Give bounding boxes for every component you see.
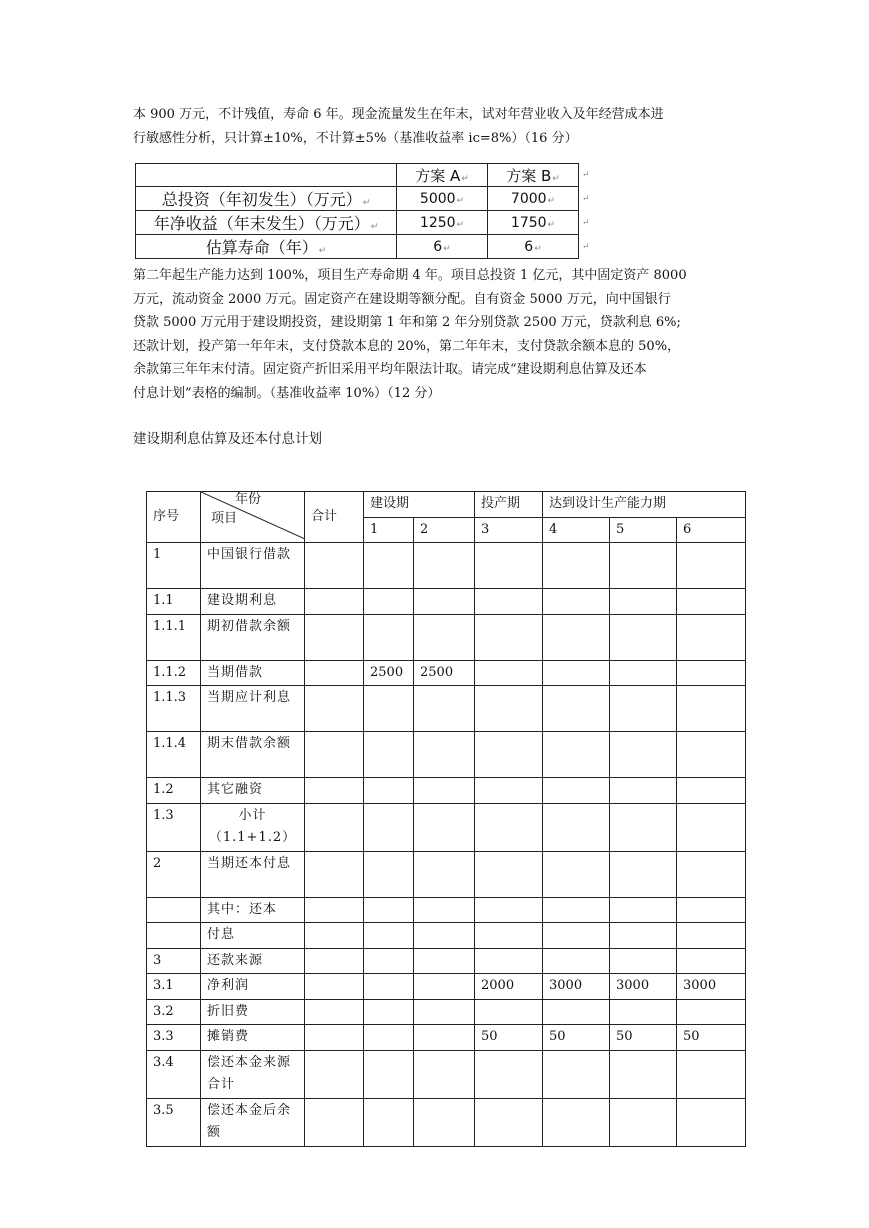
row-total — [305, 1025, 364, 1051]
row-year-3 — [475, 923, 543, 949]
table-row — [147, 1025, 746, 1051]
row-item: 当期借款 — [201, 660, 305, 686]
row-year-6 — [677, 851, 746, 897]
row-item: 付息 — [201, 923, 305, 949]
plan-a-value: 5000↵ — [397, 187, 488, 211]
row-year-6 — [677, 999, 746, 1025]
row-year-2 — [414, 732, 475, 778]
row-year-4 — [543, 660, 610, 686]
table-row — [147, 851, 746, 897]
comparison-row — [136, 211, 579, 235]
table-row — [147, 589, 746, 615]
row-year-6 — [677, 1098, 746, 1146]
comparison-header-blank — [136, 164, 397, 187]
table-row — [147, 974, 746, 1000]
row-item: 净利润 — [201, 974, 305, 1000]
row-year-3: 2000 — [475, 974, 543, 1000]
row-year-1 — [364, 1098, 414, 1146]
row-year-3 — [475, 614, 543, 660]
row-year-4 — [543, 923, 610, 949]
table-row — [147, 660, 746, 686]
table-row — [147, 803, 746, 851]
table-row — [147, 732, 746, 778]
header-year-5: 5 — [610, 517, 677, 543]
row-seq: 1.1 — [147, 589, 201, 615]
row-total — [305, 851, 364, 897]
header-commissioning: 投产期 — [475, 492, 543, 518]
comparison-header-row — [136, 164, 579, 187]
row-seq: 1.2 — [147, 778, 201, 804]
row-total — [305, 1050, 364, 1098]
comparison-row — [136, 235, 579, 259]
header-year: 年份 — [235, 492, 262, 507]
row-year-4 — [543, 803, 610, 851]
row-year-3 — [475, 778, 543, 804]
repayment-plan-table — [146, 491, 746, 1147]
paragraph-line: 付息计划”表格的编制。（基准收益率 10%）（12 分） — [133, 385, 441, 401]
row-year-1 — [364, 948, 414, 974]
row-seq: 1.1.4 — [147, 732, 201, 778]
table-row — [147, 686, 746, 732]
row-year-4 — [543, 1098, 610, 1146]
row-year-6 — [677, 732, 746, 778]
row-year-1 — [364, 897, 414, 923]
row-seq: 1.3 — [147, 803, 201, 851]
table-row — [147, 948, 746, 974]
row-year-4: 50 — [543, 1025, 610, 1051]
row-year-6: 50 — [677, 1025, 746, 1051]
row-total — [305, 999, 364, 1025]
row-year-2 — [414, 897, 475, 923]
row-year-2 — [414, 614, 475, 660]
header-year-2: 2 — [414, 517, 475, 543]
row-year-5: 3000 — [610, 974, 677, 1000]
row-year-3 — [475, 686, 543, 732]
row-year-5 — [610, 897, 677, 923]
row-total — [305, 589, 364, 615]
row-year-2 — [414, 803, 475, 851]
header-total: 合计 — [305, 492, 364, 543]
row-year-5 — [610, 999, 677, 1025]
plan-a-value: 1250↵ — [397, 211, 488, 235]
row-year-3 — [475, 851, 543, 897]
row-year-1 — [364, 589, 414, 615]
row-total — [305, 614, 364, 660]
row-year-4 — [543, 778, 610, 804]
row-year-2 — [414, 999, 475, 1025]
row-year-1 — [364, 999, 414, 1025]
row-year-6 — [677, 778, 746, 804]
row-year-5 — [610, 778, 677, 804]
row-item: 偿还本金后余额 — [201, 1098, 305, 1146]
table-row — [147, 923, 746, 949]
row-year-6 — [677, 543, 746, 589]
paragraph-intro — [133, 103, 745, 150]
row-year-2 — [414, 1025, 475, 1051]
row-year-4 — [543, 948, 610, 974]
row-year-1: 2500 — [364, 660, 414, 686]
row-year-3 — [475, 660, 543, 686]
row-year-2 — [414, 589, 475, 615]
paragraph-line: 余款第三年年末付清。固定资产折旧采用平均年限法计取。请完成“建设期利息估算及还本 — [133, 362, 647, 377]
row-year-6 — [677, 897, 746, 923]
header-year-4: 4 — [543, 517, 610, 543]
row-item: 其中：还本 — [201, 897, 305, 923]
row-total — [305, 803, 364, 851]
plan-b-value: 6↵ — [488, 235, 579, 259]
header-construction: 建设期 — [364, 492, 475, 518]
table-row — [147, 1050, 746, 1098]
row-year-1 — [364, 614, 414, 660]
row-total — [305, 1098, 364, 1146]
row-label: 总投资（年初发生）（万元）↵ — [136, 187, 397, 211]
row-item: 当期应计利息 — [201, 686, 305, 732]
row-year-2 — [414, 851, 475, 897]
row-item: 还款来源 — [201, 948, 305, 974]
paragraph-line: 还款计划，投产第一年年末，支付贷款本息的 20%，第二年年末，支付贷款余额本息的 50%， — [133, 338, 681, 354]
row-year-1 — [364, 923, 414, 949]
paragraph-line: 行敏感性分析，只计算±10%，不计算±5%（基准收益率 ic=8%）（16 分） — [133, 130, 578, 146]
row-seq: 1.1.2 — [147, 660, 201, 686]
row-seq — [147, 897, 201, 923]
paragraph-line: 万元，流动资金 2000 万元。固定资产在建设期等额分配。自有资金 5000 万元，向中国银行 — [133, 291, 671, 307]
row-item: 其它融资 — [201, 778, 305, 804]
row-year-6 — [677, 589, 746, 615]
row-year-2 — [414, 923, 475, 949]
row-year-1 — [364, 1025, 414, 1051]
row-year-5 — [610, 1098, 677, 1146]
row-year-4 — [543, 686, 610, 732]
row-seq: 3.4 — [147, 1050, 201, 1098]
plan-a-value: 6↵ — [397, 235, 488, 259]
header-plan-a: 方案 A↵ — [397, 164, 488, 187]
row-seq: 1 — [147, 543, 201, 589]
row-year-1 — [364, 1050, 414, 1098]
comparison-row — [136, 187, 579, 211]
row-year-5 — [610, 543, 677, 589]
row-year-5 — [610, 948, 677, 974]
header-seq: 序号 — [147, 492, 201, 543]
row-seq — [147, 923, 201, 949]
row-year-2 — [414, 948, 475, 974]
row-year-2: 2500 — [414, 660, 475, 686]
row-year-4: 3000 — [543, 974, 610, 1000]
row-year-6 — [677, 1050, 746, 1098]
row-item: 中国银行借款 — [201, 543, 305, 589]
row-year-4 — [543, 897, 610, 923]
header-full-capacity: 达到设计生产能力期 — [543, 492, 746, 518]
table-row — [147, 1098, 746, 1146]
row-year-5 — [610, 732, 677, 778]
row-label: 估算寿命（年）↵ — [136, 235, 397, 259]
row-year-3 — [475, 732, 543, 778]
paragraph-line: 第二年起生产能力达到 100%，项目生产寿命期 4 年。项目总投资 1 亿元，其中固定资产 8000 — [133, 268, 687, 283]
row-year-1 — [364, 974, 414, 1000]
header-year-item — [201, 492, 305, 543]
row-item: 期初借款余额 — [201, 614, 305, 660]
header-year-3: 3 — [475, 517, 543, 543]
row-year-3 — [475, 948, 543, 974]
row-total — [305, 660, 364, 686]
header-year-1: 1 — [364, 517, 414, 543]
row-year-4 — [543, 614, 610, 660]
row-year-4 — [543, 543, 610, 589]
row-year-5 — [610, 1050, 677, 1098]
row-year-1 — [364, 778, 414, 804]
table-row — [147, 614, 746, 660]
row-year-1 — [364, 803, 414, 851]
comparison-table — [135, 163, 579, 259]
row-year-5 — [610, 923, 677, 949]
row-seq: 3.2 — [147, 999, 201, 1025]
row-year-5 — [610, 660, 677, 686]
row-year-4 — [543, 589, 610, 615]
table-title: 建设期利息估算及还本付息计划 — [133, 431, 322, 447]
paragraph-line: 贷款 5000 万元用于建设期投资，建设期第 1 年和第 2 年分别贷款 2500 万元，贷款利息 6%; — [133, 315, 681, 330]
row-seq: 3.1 — [147, 974, 201, 1000]
row-year-2 — [414, 1098, 475, 1146]
plan-table-body — [147, 543, 746, 1147]
row-year-3 — [475, 803, 543, 851]
row-total — [305, 948, 364, 974]
table-row — [147, 999, 746, 1025]
table-row — [147, 778, 746, 804]
row-year-5 — [610, 589, 677, 615]
row-year-4 — [543, 851, 610, 897]
row-item: 建设期利息 — [201, 589, 305, 615]
row-year-2 — [414, 1050, 475, 1098]
row-seq: 1.1.1 — [147, 614, 201, 660]
row-total — [305, 974, 364, 1000]
row-item: 偿还本金来源合计 — [201, 1050, 305, 1098]
row-seq: 3 — [147, 948, 201, 974]
row-year-1 — [364, 543, 414, 589]
row-year-2 — [414, 543, 475, 589]
row-total — [305, 732, 364, 778]
row-year-3 — [475, 1098, 543, 1146]
row-total — [305, 543, 364, 589]
plan-b-value: 7000↵ — [488, 187, 579, 211]
row-year-3 — [475, 1050, 543, 1098]
row-year-6: 3000 — [677, 974, 746, 1000]
plan-b-value: 1750↵ — [488, 211, 579, 235]
row-year-4 — [543, 999, 610, 1025]
paragraph-loan — [133, 264, 745, 405]
header-item: 项目 — [211, 511, 238, 526]
row-label: 年净收益（年末发生）（万元）↵ — [136, 211, 397, 235]
row-item: 小计（1.1+1.2） — [201, 803, 305, 851]
row-year-3 — [475, 999, 543, 1025]
row-year-5 — [610, 686, 677, 732]
row-year-5 — [610, 803, 677, 851]
row-year-1 — [364, 732, 414, 778]
row-year-6 — [677, 686, 746, 732]
row-item: 折旧费 — [201, 999, 305, 1025]
row-year-2 — [414, 974, 475, 1000]
row-item: 期末借款余额 — [201, 732, 305, 778]
row-year-4 — [543, 732, 610, 778]
row-year-6 — [677, 660, 746, 686]
row-total — [305, 923, 364, 949]
row-year-2 — [414, 686, 475, 732]
row-year-5: 50 — [610, 1025, 677, 1051]
row-year-4 — [543, 1050, 610, 1098]
row-year-6 — [677, 923, 746, 949]
row-total — [305, 778, 364, 804]
row-year-1 — [364, 851, 414, 897]
row-year-3 — [475, 543, 543, 589]
header-plan-b: 方案 B↵ — [488, 164, 579, 187]
row-year-6 — [677, 614, 746, 660]
row-seq: 3.3 — [147, 1025, 201, 1051]
row-item: 当期还本付息 — [201, 851, 305, 897]
paragraph-marks: ↵ ↵ ↵ ↵ — [582, 170, 590, 252]
row-seq: 1.1.3 — [147, 686, 201, 732]
paragraph-line: 本 900 万元，不计残值，寿命 6 年。现金流量发生在年末，试对年营业收入及年经营成本进 — [133, 107, 664, 122]
row-year-5 — [610, 614, 677, 660]
row-total — [305, 897, 364, 923]
row-year-5 — [610, 851, 677, 897]
row-year-3 — [475, 897, 543, 923]
row-seq: 2 — [147, 851, 201, 897]
row-year-2 — [414, 778, 475, 804]
row-year-3: 50 — [475, 1025, 543, 1051]
row-total — [305, 686, 364, 732]
table-row — [147, 543, 746, 589]
row-year-6 — [677, 803, 746, 851]
row-item: 摊销费 — [201, 1025, 305, 1051]
row-year-3 — [475, 589, 543, 615]
row-seq: 3.5 — [147, 1098, 201, 1146]
row-year-6 — [677, 948, 746, 974]
table-row — [147, 897, 746, 923]
row-year-1 — [364, 686, 414, 732]
header-year-6: 6 — [677, 517, 746, 543]
